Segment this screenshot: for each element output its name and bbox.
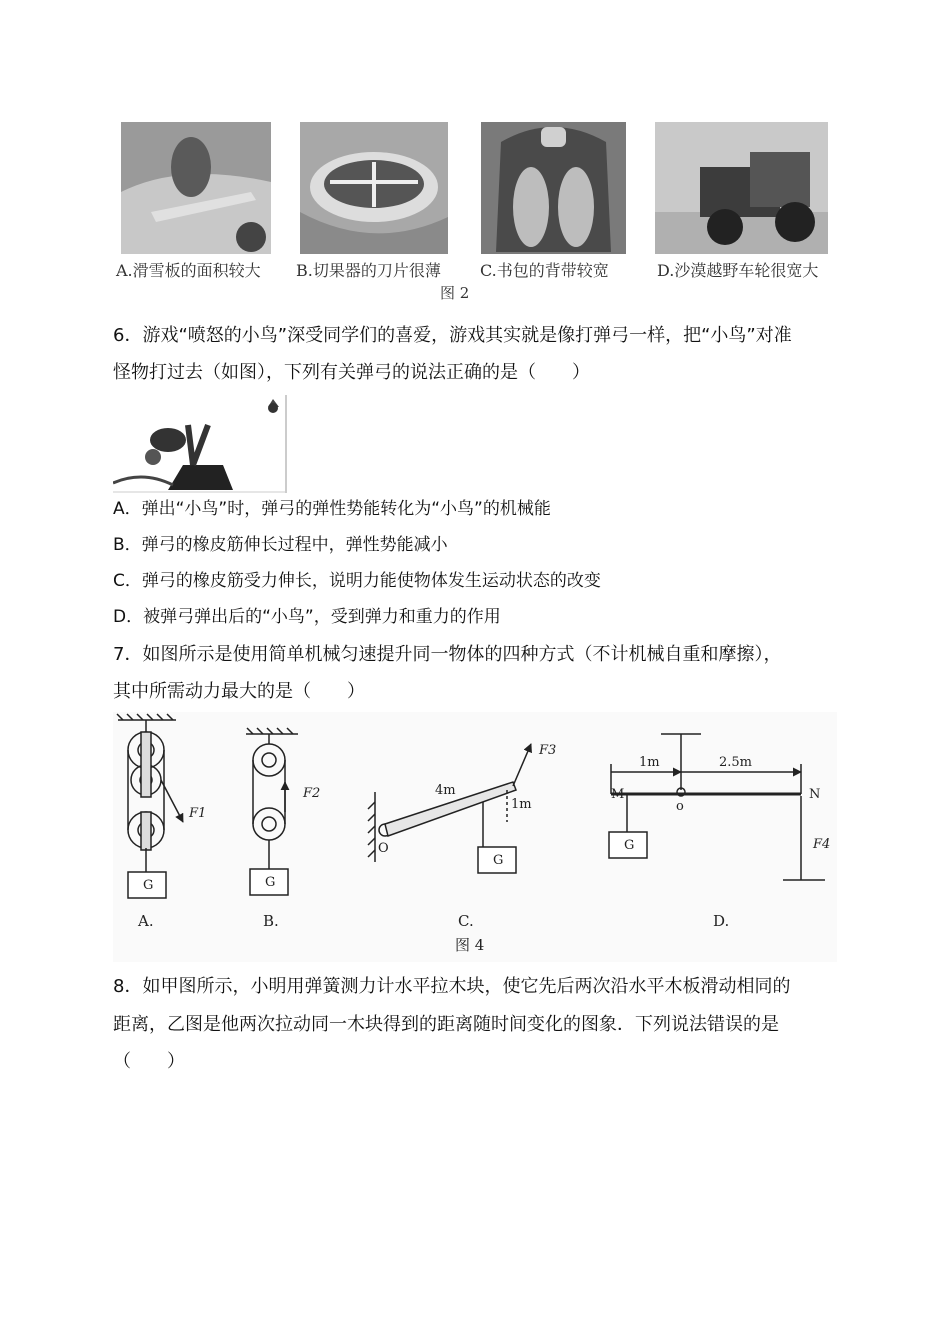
photo-snowboard	[121, 122, 271, 254]
pivot-o-d: o	[676, 799, 684, 814]
dim-1m-c: 1m	[511, 797, 532, 812]
dim-4m: 4m	[435, 783, 456, 798]
caption-c: C.书包的背带较宽	[480, 261, 609, 280]
pivot-o-c: O	[378, 841, 389, 856]
q6-option-d: D．被弹弓弹出后的“小鸟”，受到弹力和重力的作用	[113, 607, 501, 627]
q6-option-a: A．弹出“小鸟”时，弹弓的弹性势能转化为“小鸟”的机械能	[113, 499, 551, 519]
figure-4	[113, 712, 837, 962]
force-f4: F4	[813, 837, 831, 852]
q6-line-2: 怪物打过去（如图），下列有关弹弓的说法正确的是（ ）	[113, 362, 590, 383]
weight-d: G	[624, 838, 635, 853]
dim-1m-d: 1m	[639, 755, 660, 770]
q6-line-1: 6．游戏“喷怒的小鸟”深受同学们的喜爱，游戏其实就是像打弹弓一样，把“小鸟”对准	[113, 325, 792, 346]
weight-c: G	[493, 853, 504, 868]
caption-d: D.沙漠越野车轮很宽大	[657, 261, 819, 280]
force-f1: F1	[189, 806, 207, 821]
figure-2-label: 图 2	[440, 284, 470, 302]
caption-b: B.切果器的刀片很薄	[296, 261, 441, 280]
q8-line-1: 8．如甲图所示，小明用弹簧测力计水平拉木块，使它先后两次沿水平木板滑动相同的	[113, 976, 791, 997]
dim-2-5m: 2.5m	[719, 755, 753, 770]
photo-desert-vehicle	[655, 122, 828, 254]
sublabel-b: B.	[263, 912, 279, 930]
sublabel-d: D.	[713, 912, 730, 930]
q7-line-2: 其中所需动力最大的是（ ）	[113, 681, 365, 702]
force-f2: F2	[303, 786, 321, 801]
weight-a: G	[143, 878, 154, 893]
photo-backpack	[481, 122, 626, 254]
sublabel-c: C.	[458, 912, 474, 930]
point-m: M	[611, 787, 625, 802]
q6-option-b: B．弹弓的橡皮筋伸长过程中，弹性势能减小	[113, 535, 448, 555]
figure-4-label: 图 4	[455, 936, 485, 954]
caption-a: A.滑雪板的面积较大	[116, 261, 261, 280]
q6-option-c: C．弹弓的橡皮筋受力伸长，说明力能使物体发生运动状态的改变	[113, 571, 601, 591]
sublabel-a: A.	[138, 912, 154, 930]
q8-line-2: 距离，乙图是他两次拉动同一木块得到的距离随时间变化的图象．下列说法错误的是	[113, 1014, 779, 1035]
slingshot-image	[113, 395, 287, 493]
weight-b: G	[265, 875, 276, 890]
q8-line-3: （ ）	[113, 1051, 185, 1072]
point-n: N	[809, 787, 821, 802]
photo-fruit-slicer	[300, 122, 448, 254]
force-f3: F3	[539, 743, 557, 758]
q7-line-1: 7．如图所示是使用简单机械匀速提升同一物体的四种方式（不计机械自重和摩擦），	[113, 644, 782, 665]
